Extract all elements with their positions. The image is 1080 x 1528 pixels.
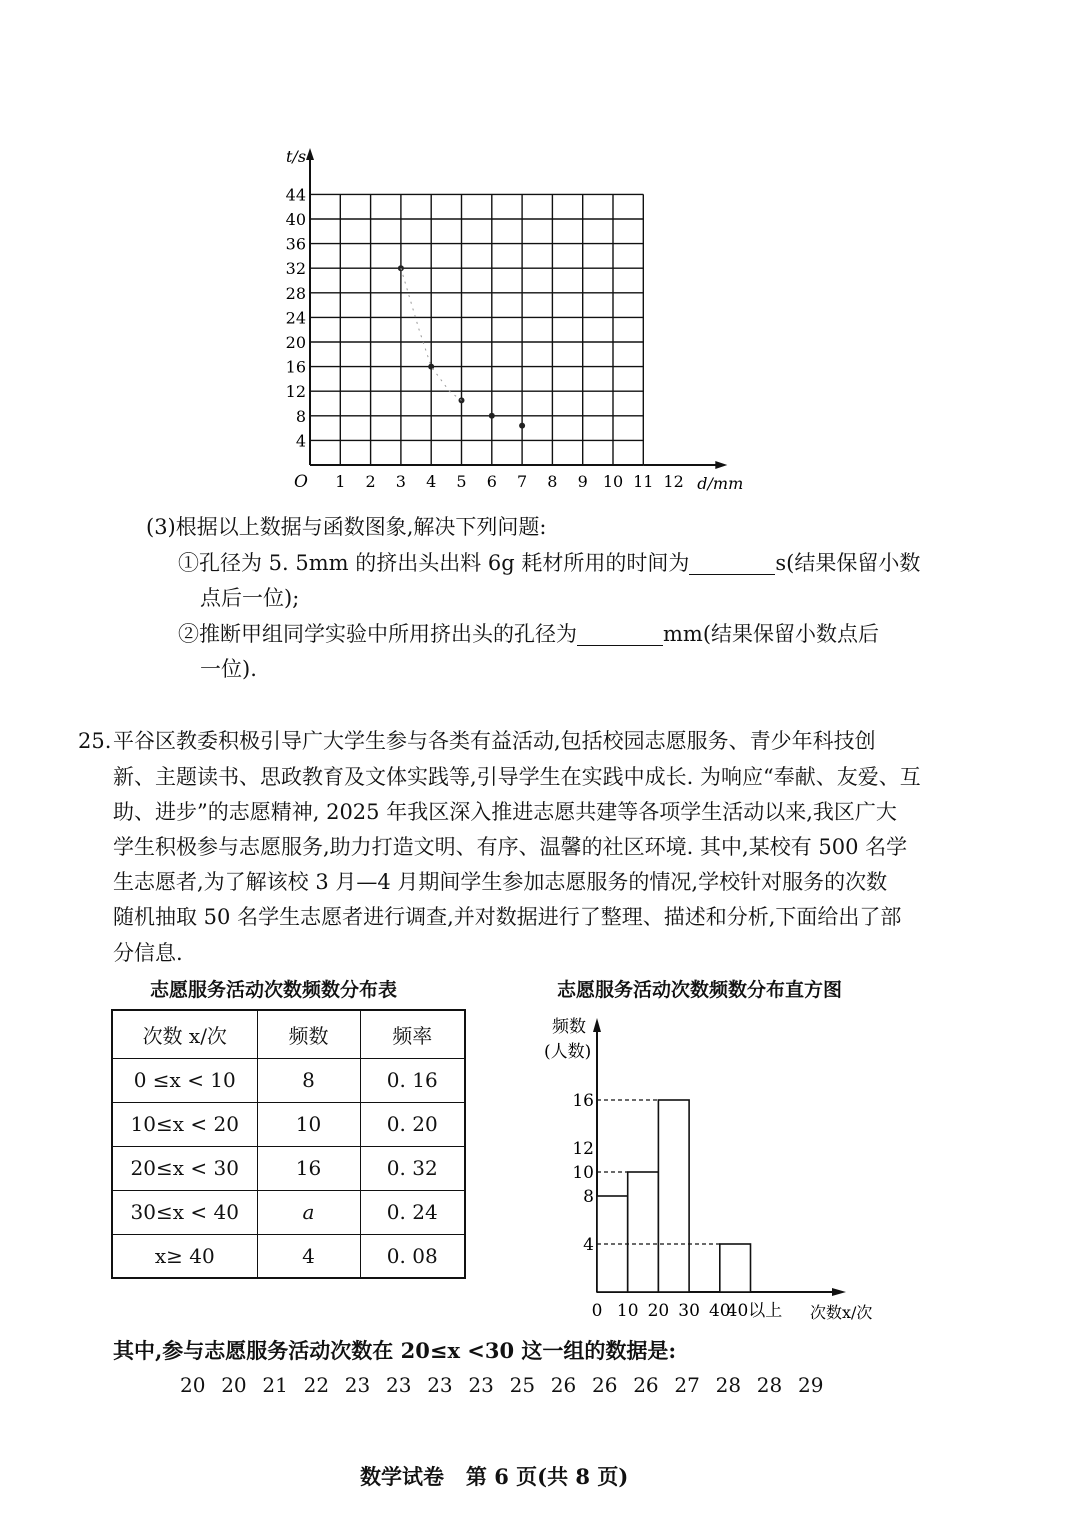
- y-tick-label: 12: [285, 382, 306, 402]
- hist-y-arrow: [593, 1018, 601, 1032]
- y-tick-label: 20: [285, 333, 306, 352]
- group-value: 21: [262, 1373, 288, 1397]
- group-value: 20: [180, 1373, 206, 1397]
- x-tick-label: 1: [335, 472, 346, 491]
- hist-x-tick: 30: [678, 1301, 700, 1321]
- header-count: 次数 x/次: [112, 1010, 257, 1058]
- hist-x-arrow: [832, 1288, 846, 1296]
- x-tick-label: 12: [663, 472, 684, 491]
- page-footer: 数学试卷 第 6 页(共 8 页): [360, 1464, 629, 1489]
- cell-frequency: 16: [257, 1146, 360, 1190]
- hist-y-tick: 10: [572, 1163, 594, 1183]
- plotted-point: [519, 423, 525, 429]
- group-value: 26: [550, 1373, 577, 1397]
- q25-line: 新、主题读书、思政教育及文体实践等,引导学生在实践中成长. 为响应“奉献、友爱、互: [113, 765, 921, 789]
- q25-line: 助、进步”的志愿精神, 2025 年我区深入推进志愿共建等各项学生活动以来,我区广大: [113, 800, 897, 824]
- group-value: 23: [468, 1373, 494, 1397]
- cell-frequency: 4: [257, 1234, 360, 1278]
- t-vs-d-grid-chart: [270, 140, 760, 500]
- table-header-row: [112, 1010, 465, 1058]
- group-value: 27: [674, 1373, 700, 1397]
- hist-y-tick: 12: [572, 1139, 594, 1159]
- hist-y-tick: 8: [583, 1187, 594, 1207]
- group-value: 23: [427, 1373, 453, 1397]
- x-tick-label: 3: [395, 472, 406, 491]
- group-value: 26: [592, 1373, 618, 1397]
- table-row: [112, 1058, 465, 1102]
- histogram-bar: [658, 1100, 689, 1292]
- x-tick-label: 9: [577, 472, 588, 491]
- hist-x-tick: 20: [647, 1301, 670, 1321]
- histogram-bar: [628, 1172, 659, 1292]
- q3-item2: ②推断甲组同学实验中所用挤出头的孔径为 mm(结果保留小数点后: [178, 622, 880, 646]
- group-value: 25: [509, 1373, 536, 1397]
- table-row: [112, 1102, 465, 1146]
- table-row: [112, 1146, 465, 1190]
- cell-frequency: 10: [257, 1102, 360, 1146]
- group-value: 28: [715, 1373, 742, 1397]
- cell-rate: 0. 24: [360, 1190, 465, 1234]
- cell-count-range: 0 ≤x < 10: [112, 1058, 257, 1102]
- histogram-title: 志愿服务活动次数频数分布直方图: [557, 979, 843, 1001]
- cell-count-range: 10≤x < 20: [112, 1102, 257, 1146]
- group-value: 28: [756, 1373, 783, 1397]
- header-rate: 频率: [360, 1010, 465, 1058]
- plotted-point: [489, 413, 495, 419]
- y-tick-label: 36: [285, 234, 306, 254]
- q25-line: 随机抽取 50 名学生志愿者进行调查,并对数据进行了整理、描述和分析,下面给出了部: [113, 905, 902, 929]
- x-tick-label: 10: [602, 472, 624, 491]
- hist-x-tick: 40以上: [726, 1301, 783, 1321]
- hist-y-tick: 16: [572, 1091, 594, 1111]
- q25-line: 平谷区教委积极引导广大学生参与各类有益活动,包括校园志愿服务、青少年科技创: [113, 729, 876, 753]
- x-axis-arrow: [715, 461, 727, 469]
- table-caption: 志愿服务活动次数频数分布表: [150, 979, 398, 1001]
- group-value: 26: [633, 1373, 659, 1397]
- x-tick-label: 2: [365, 472, 376, 491]
- cell-rate: 0. 20: [360, 1102, 465, 1146]
- hist-y-label: 频数: [552, 1017, 586, 1037]
- answer-blank-1[interactable]: [689, 553, 775, 575]
- y-tick-label: 16: [285, 357, 306, 377]
- group-value: 23: [344, 1373, 371, 1397]
- x-tick-label: 11: [633, 472, 654, 491]
- q3-item2-cont: 一位).: [200, 657, 257, 681]
- y-tick-label: 8: [295, 406, 306, 426]
- hist-x-tick: 40: [708, 1301, 731, 1321]
- y-tick-label: 4: [295, 431, 306, 451]
- cell-count-range: 30≤x < 40: [112, 1190, 257, 1234]
- q3-intro: (3)根据以上数据与函数图象,解决下列问题:: [146, 515, 547, 539]
- y-tick-label: 44: [285, 185, 306, 205]
- x-tick-label: 6: [486, 472, 497, 491]
- y-tick-label: 24: [285, 308, 306, 328]
- x-axis-label: d/mm: [697, 474, 744, 493]
- cell-frequency: a: [257, 1190, 360, 1234]
- hist-y-tick: 4: [583, 1235, 594, 1255]
- q25-line: 学生积极参与志愿服务,助力打造文明、有序、温馨的社区环境. 其中,某校有 500 名学: [113, 835, 908, 859]
- cell-rate: 0. 32: [360, 1146, 465, 1190]
- histogram-bar: [720, 1244, 751, 1292]
- y-axis-label: t/s: [286, 147, 307, 166]
- cell-rate: 0. 16: [360, 1058, 465, 1102]
- cell-frequency: 8: [257, 1058, 360, 1102]
- hist-x-tick: 10: [616, 1301, 639, 1321]
- hist-x-label: 次数x/次: [810, 1303, 873, 1322]
- q25-line: 生志愿者,为了解该校 3 月—4 月期间学生参加志愿服务的情况,学校针对服务的次数: [113, 870, 888, 894]
- frequency-table: [111, 1009, 466, 1279]
- y-tick-label: 32: [285, 259, 306, 279]
- header-frequency: 频数: [257, 1010, 360, 1058]
- group-value: 22: [303, 1373, 330, 1397]
- answer-blank-2[interactable]: [577, 624, 663, 646]
- x-tick-label: 4: [426, 472, 437, 491]
- origin-label: O: [294, 472, 308, 492]
- group-value: 20: [221, 1373, 247, 1397]
- hist-x-tick: 0: [591, 1301, 603, 1321]
- cell-rate: 0. 08: [360, 1234, 465, 1278]
- y-axis-arrow: [306, 148, 314, 160]
- histogram-chart: [530, 1010, 890, 1325]
- q25-line: 分信息.: [113, 941, 183, 965]
- y-tick-label: 28: [285, 283, 306, 303]
- q3-item1: ①孔径为 5. 5mm 的挤出头出料 6g 耗材所用的时间为 s(结果保留小数: [178, 551, 921, 575]
- x-tick-label: 8: [547, 472, 558, 491]
- x-tick-label: 7: [517, 472, 528, 491]
- q25-number: 25.: [78, 729, 112, 753]
- q3-item1-cont: 点后一位);: [200, 586, 300, 610]
- x-tick-label: 5: [456, 472, 467, 491]
- cell-count-range: x≥ 40: [112, 1234, 257, 1278]
- table-row: [112, 1234, 465, 1278]
- group-value: 29: [798, 1373, 824, 1397]
- hist-y-label-sub: (人数): [544, 1042, 592, 1062]
- y-tick-label: 40: [285, 210, 306, 229]
- cell-count-range: 20≤x < 30: [112, 1146, 257, 1190]
- table-row: [112, 1190, 465, 1234]
- group-intro: 其中,参与志愿服务活动次数在 20≤x <30 这一组的数据是:: [113, 1338, 677, 1363]
- group-value: 23: [386, 1373, 412, 1397]
